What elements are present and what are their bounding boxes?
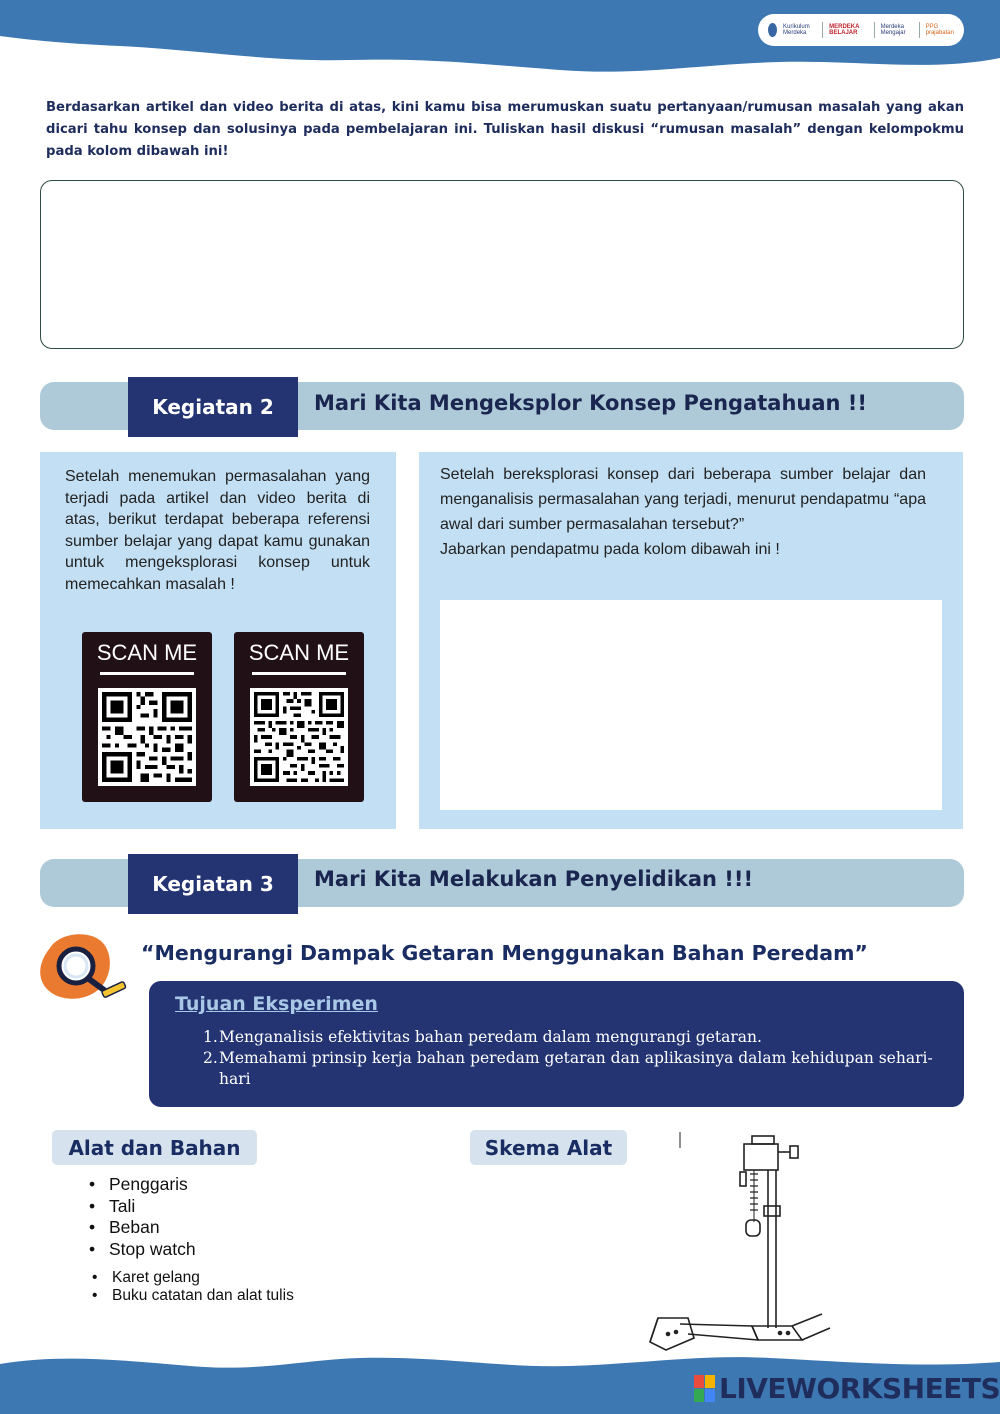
pendapat-prompt: Jabarkan pendapatmu pada kolom dibawah ini ! [440, 541, 780, 558]
qr-code-icon [98, 688, 196, 786]
kegiatan-3-title: Mari Kita Melakukan Penyelidikan !!! [314, 867, 754, 891]
sumber-belajar-panel [40, 452, 396, 829]
tujuan-eksperimen-box [149, 981, 964, 1107]
liveworksheets-brand-text: LIVEWORKSHEETS [719, 1372, 1000, 1405]
list-item: • Penggaris [89, 1174, 196, 1196]
ministry-logo-icon [768, 23, 777, 37]
kegiatan-2-tab: Kegiatan 2 [128, 377, 298, 437]
tujuan-item: 1. Menganalisis efektivitas bahan peredam dalam mengurangi getaran. [203, 1028, 762, 1046]
sumber-belajar-text: Setelah menemukan permasalahan yang terjadi pada artikel dan video berita di atas, berikut terdapat beberapa referensi sumber belajar yang dapat kamu gunakan untuk mengeksplorasi konsep untuk memecahkan masalah ! [65, 468, 370, 593]
intro-instruction: Berdasarkan artikel dan video berita di atas, kini kamu bisa merumuskan suatu pertanyaan/rumusan masalah yang akan dicari tahu konsep dan solusinya pada pembelajaran ini. Tuliskan hasil diskusi “rumusan masalah” dengan kelompokmu pada kolom dibawah ini! [46, 100, 964, 159]
ppg-logo: PPG prajabatan [925, 24, 954, 36]
merdeka-mengajar-logo: Merdeka Mengajar [880, 24, 906, 36]
tujuan-item: 2. Memahami prinsip kerja bahan peredam getaran dan aplikasinya dalam kehidupan sehari-hari [203, 1049, 933, 1088]
qr-scan-label: SCAN ME [96, 640, 198, 665]
pendapat-instruction [440, 462, 926, 562]
partner-logos [758, 14, 964, 46]
liveworksheets-logo-icon [694, 1375, 715, 1402]
skema-alat-heading: Skema Alat [470, 1130, 627, 1165]
logo-divider [874, 22, 875, 38]
qr-underline [252, 672, 346, 675]
kegiatan-3-tab: Kegiatan 3 [128, 854, 298, 914]
alat-bahan-heading: Alat dan Bahan [52, 1130, 257, 1165]
pendapat-question: Setelah bereksplorasi konsep dari beberapa sumber belajar dan menganalisis permasalahan yang terjadi, menurut pendapatmu “apa awal dari sumber permasalahan tersebut?” [440, 466, 926, 533]
merdeka-belajar-logo: MERDEKA BELAJAR [829, 24, 860, 36]
qr-underline [100, 672, 194, 675]
list-item: • Tali [89, 1196, 196, 1218]
list-item: • Buku catatan dan alat tulis [92, 1287, 294, 1305]
magnifier-icon [38, 930, 130, 1004]
list-item: • Karet gelang [92, 1269, 294, 1287]
logo-divider [919, 22, 920, 38]
qr-code-icon [250, 688, 348, 786]
experiment-title: “Mengurangi Dampak Getaran Menggunakan Bahan Peredam” [141, 941, 868, 965]
list-item: • Stop watch [89, 1239, 196, 1261]
list-item: • Beban [89, 1217, 196, 1239]
tujuan-heading: Tujuan Eksperimen [175, 993, 378, 1015]
kurikulum-merdeka-logo: Kurikulum Merdeka [783, 24, 810, 36]
pendapat-panel [419, 452, 963, 829]
pendapat-answer-box[interactable] [440, 600, 942, 810]
alat-bahan-list [89, 1174, 196, 1260]
kegiatan-2-title: Mari Kita Mengeksplor Konsep Pengatahuan !! [314, 391, 867, 415]
qr-code-2[interactable] [234, 632, 364, 802]
qr-code-1[interactable] [82, 632, 212, 802]
pendulum-stand-diagram [640, 1128, 840, 1363]
tujuan-list [203, 1027, 947, 1090]
alat-bahan-list-extra [92, 1269, 294, 1305]
qr-scan-label: SCAN ME [248, 640, 350, 665]
logo-divider [822, 22, 823, 38]
rumusan-masalah-answer-box[interactable] [40, 180, 964, 349]
liveworksheets-brand[interactable] [694, 1372, 1000, 1405]
